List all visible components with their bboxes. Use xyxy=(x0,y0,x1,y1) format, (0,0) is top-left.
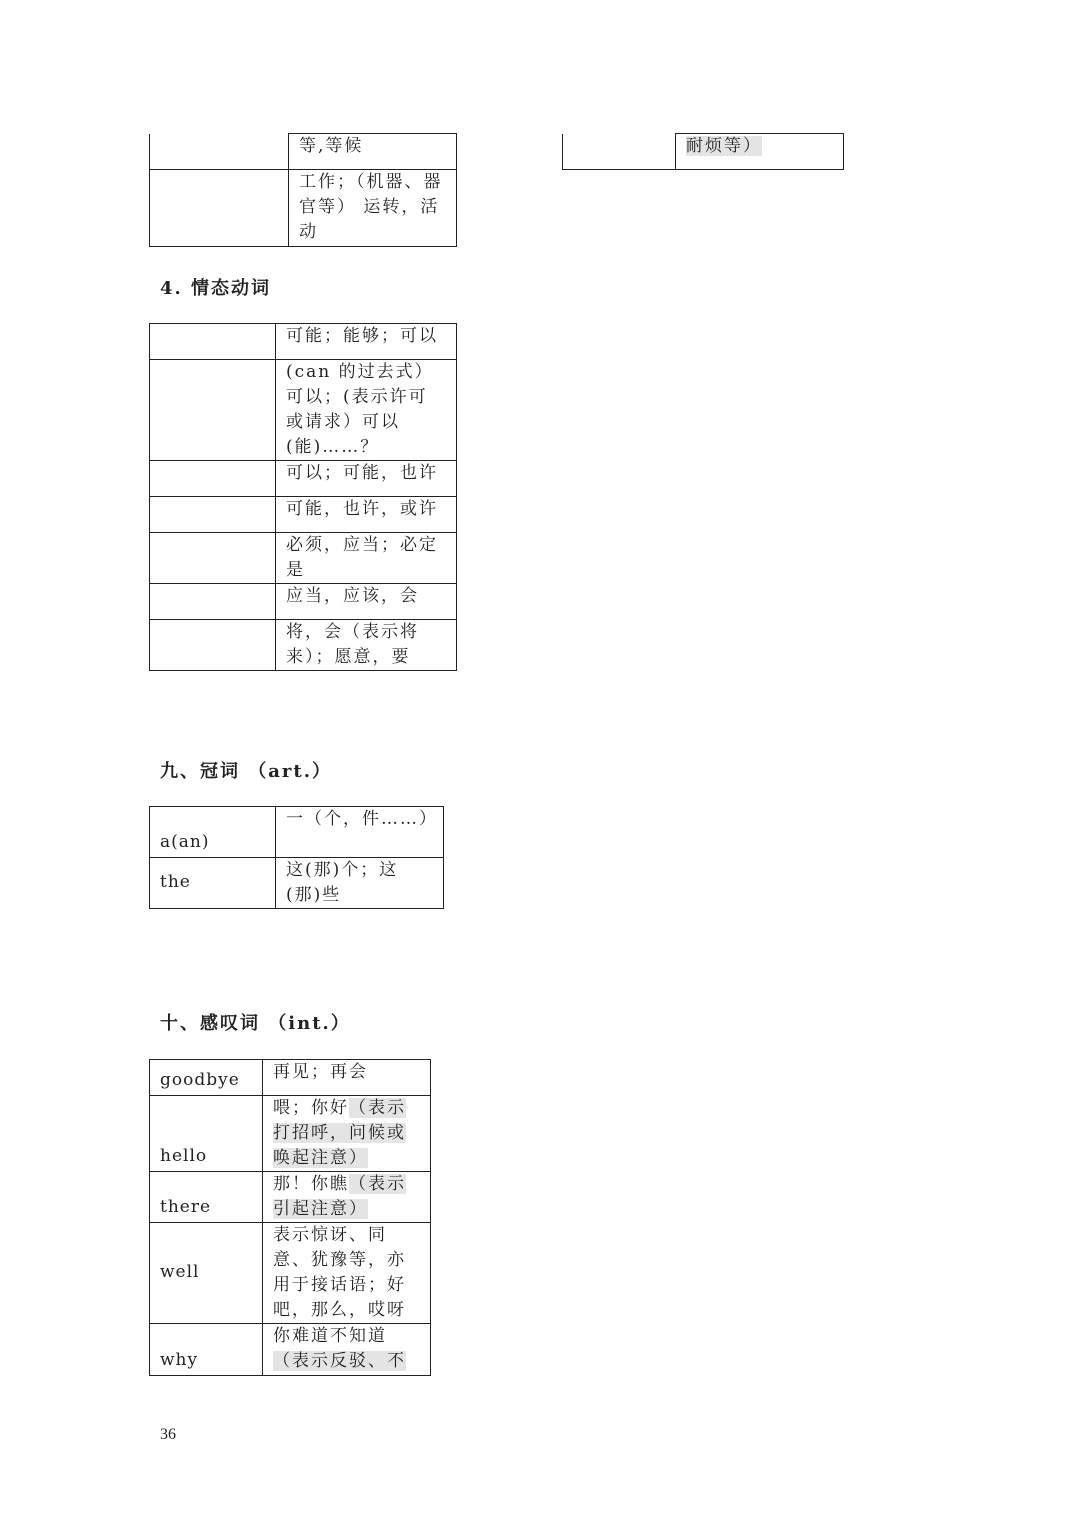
word-cell xyxy=(150,324,276,360)
highlighted-text: （表示引起注意） xyxy=(273,1174,406,1219)
meaning-cell: 这(那)个；这(那)些 xyxy=(276,858,444,909)
section-heading-interjection: 十、感叹词 （int.） xyxy=(160,1013,351,1034)
word-cell xyxy=(150,134,289,170)
word-cell xyxy=(563,134,676,170)
meaning-cell: 可能；能够；可以 xyxy=(276,324,457,360)
meaning-text: 那！你瞧 xyxy=(273,1174,349,1194)
word-cell xyxy=(150,584,276,620)
word-cell: hello xyxy=(150,1096,263,1172)
table-row xyxy=(150,324,457,360)
table-row xyxy=(563,134,844,170)
page-number: 36 xyxy=(160,1426,176,1443)
meaning-cell xyxy=(263,1324,431,1376)
highlighted-text: （表示打招呼，问候或唤起注意） xyxy=(273,1098,406,1168)
table-row xyxy=(150,497,457,533)
meaning-cell: 将，会（表示将来）；愿意，要 xyxy=(276,620,457,671)
modal-verbs-table xyxy=(149,323,457,671)
word-cell xyxy=(150,461,276,497)
word-cell: there xyxy=(150,1172,263,1223)
table-row xyxy=(150,1172,431,1223)
meaning-cell: 再见；再会 xyxy=(263,1060,431,1096)
table-row xyxy=(150,1096,431,1172)
meaning-cell xyxy=(263,1096,431,1172)
highlighted-text: （表示反驳、不 xyxy=(273,1351,406,1371)
word-cell xyxy=(150,360,276,461)
table-row xyxy=(150,858,444,909)
table-row xyxy=(150,584,457,620)
word-cell xyxy=(150,533,276,584)
top-vocab-table-left xyxy=(149,133,457,247)
meaning-cell: 可能，也许，或许 xyxy=(276,497,457,533)
meaning-cell: 等,等候 xyxy=(289,134,457,170)
table-row xyxy=(150,1324,431,1376)
meaning-cell xyxy=(676,134,844,170)
meaning-cell xyxy=(263,1172,431,1223)
table-row xyxy=(150,620,457,671)
articles-table xyxy=(149,806,444,909)
meaning-text: 喂；你好 xyxy=(273,1098,349,1118)
word-cell xyxy=(150,620,276,671)
word-cell: why xyxy=(150,1324,263,1376)
meaning-cell: 必须，应当；必定是 xyxy=(276,533,457,584)
meaning-cell: 一（个，件……） xyxy=(276,807,444,858)
word-cell: goodbye xyxy=(150,1060,263,1096)
word-cell: a(an) xyxy=(150,807,276,858)
word-cell xyxy=(150,497,276,533)
table-row xyxy=(150,170,457,247)
section-heading-modal: 4. 情态动词 xyxy=(160,278,272,299)
word-cell: well xyxy=(150,1223,263,1324)
meaning-cell: 工作；（机器、器官等） 运转，活动 xyxy=(289,170,457,247)
word-cell xyxy=(150,170,289,247)
word-cell: the xyxy=(150,858,276,909)
table-row xyxy=(150,134,457,170)
table-row xyxy=(150,461,457,497)
meaning-text: 你难道不知道 xyxy=(273,1326,387,1346)
meaning-cell: 应当，应该，会 xyxy=(276,584,457,620)
table-row xyxy=(150,1223,431,1324)
table-row xyxy=(150,360,457,461)
highlighted-text: 耐烦等） xyxy=(686,136,762,156)
table-row xyxy=(150,807,444,858)
top-vocab-table-right xyxy=(562,133,844,170)
table-row xyxy=(150,1060,431,1096)
meaning-cell: (can 的过去式）可以；(表示许可或请求）可以(能)……？ xyxy=(276,360,457,461)
interjections-table xyxy=(149,1059,431,1376)
meaning-cell: 可以；可能，也许 xyxy=(276,461,457,497)
section-heading-article: 九、冠词 （art.） xyxy=(160,761,332,782)
table-row xyxy=(150,533,457,584)
meaning-cell: 表示惊讶、同意、犹豫等，亦用于接话语；好吧，那么，哎呀 xyxy=(263,1223,431,1324)
